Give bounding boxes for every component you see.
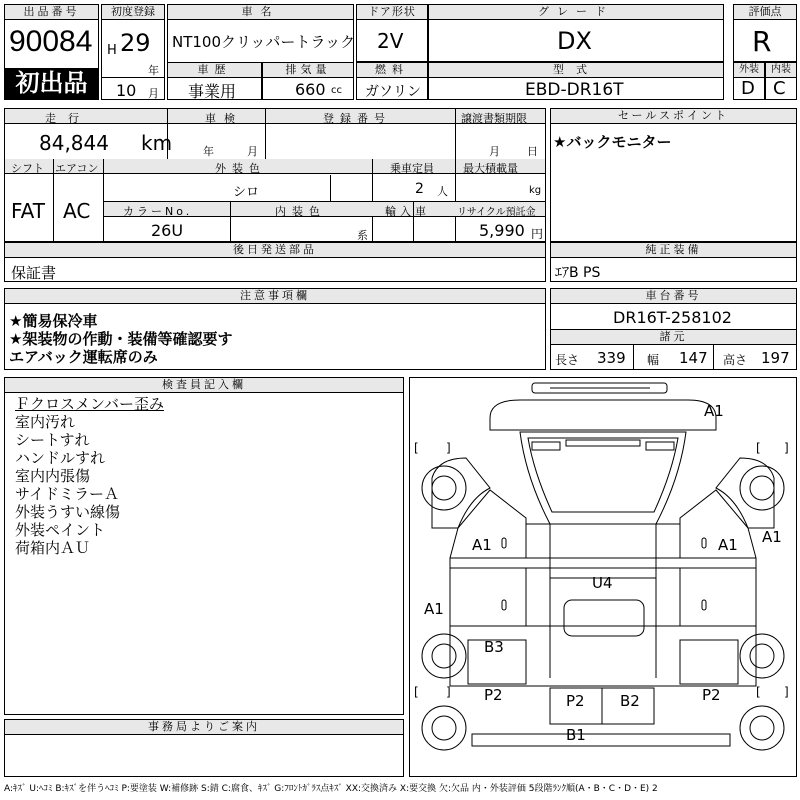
mark-gate-left: P2 [566,692,585,710]
month-unit: 月 [148,87,159,100]
genuine-equipment-title: 純正装備 [551,243,796,258]
sales-point-panel [550,108,797,242]
load-unit: kg [529,185,542,196]
first-reg-year: 29 [120,29,151,57]
shift-label: シフト [11,162,44,175]
sales-point-text: ★バックモニター [553,133,672,151]
interior-grade: C [773,78,786,99]
first-registration-label: 初度登録 [102,5,164,20]
interior-color-label: 内装色 [275,205,326,218]
first-reg-month: 10 [116,81,137,100]
inspection-year-unit: 年 [203,145,214,158]
model-label: 型式 [429,63,723,78]
later-parts-title: 後日発送部品 [5,243,545,258]
svg-text:[: [ [414,685,419,699]
mark-left-door: A1 [472,536,492,554]
sales-point-title: セールスポイント [551,109,796,124]
mark-right-rear: P2 [702,686,721,704]
color-no-label: カラーNo. [123,205,193,218]
regno-label: 登録番号 [323,112,391,125]
transfer-label: 譲渡書類期限 [461,112,527,125]
inspector-line: シートすれ [15,431,90,449]
transfer-day-unit: 日 [527,145,538,158]
displacement-label: 排気量 [263,63,353,78]
notes-line: ★簡易保冷車 [9,312,98,330]
inspector-line: 外装ペイント [15,521,106,539]
spec-table [4,108,546,242]
chassis-title: 車台番号 [551,289,796,304]
era: H [107,43,117,58]
color-no: 26U [151,221,184,240]
svg-text:[: [ [756,441,761,455]
notes-panel [4,288,546,370]
svg-text:]: ] [784,685,789,699]
inspector-line: 室内汚れ [15,413,76,431]
aircon: AC [63,199,91,223]
mark-left-side: A1 [424,600,444,618]
svg-text:]: ] [446,685,451,699]
svg-text:]: ] [446,441,451,455]
inspector-line: 荷箱内ＡＵ [15,539,91,557]
notes-title: 注意事項欄 [5,289,545,304]
door-type-label: ドア形状 [357,5,427,20]
mark-bed: U4 [592,574,613,592]
exterior-grade: D [741,78,755,99]
interior-grade-label: 内装 [766,63,796,78]
first-listing-badge: 初出品 [5,68,98,99]
width: 147 [679,349,708,367]
lot-number: 90084 [9,25,93,58]
office-panel [4,719,404,777]
mark-right-side: A1 [762,528,782,546]
shift: FAT [11,199,46,223]
svg-text:[: [ [414,441,419,455]
transfer-month-unit: 月 [489,145,500,158]
inspector-line: ハンドルすれ [15,449,106,467]
aircon-label: エアコン [55,162,99,175]
fuel-label: 燃料 [357,63,427,78]
history-cell [167,62,262,100]
grade: DX [557,27,592,55]
recycle-unit: 円 [531,227,544,241]
model-cell [428,62,724,100]
exterior-grade-cell [733,62,765,100]
fuel: ガソリン [365,84,421,100]
displacement-unit: cc [331,85,342,96]
history: 事業用 [188,82,237,101]
later-parts-text: 保証書 [11,264,57,282]
capacity: 2 [415,181,424,197]
year-unit: 年 [148,64,159,77]
lot-number-label: 出品番号 [5,5,98,20]
later-parts-panel [4,242,546,282]
score: R [752,25,772,58]
grade-cell [428,4,724,62]
color-label: 外装色 [215,162,266,175]
notes-line: エアバック運転席のみ [9,348,158,366]
lot-number-cell [4,4,99,100]
recycle-fee: 5,990 [479,221,525,240]
dimensions-title: 諸元 [551,330,796,345]
displacement-cell [262,62,354,100]
displacement: 660 [295,80,326,99]
inspector-line: Ｆクロスメンバー歪み [15,395,164,413]
mark-rear-bumper: B1 [566,726,586,744]
mark-roof: A1 [704,402,724,420]
model-code: EBD-DR16T [525,80,624,100]
first-registration-cell [101,4,165,100]
inspection-label: 車検 [205,112,243,125]
inspection-month-unit: 月 [247,145,258,158]
capacity-label: 乗車定員 [390,162,434,175]
history-label: 車歴 [168,63,261,78]
load-label: 最大積載量 [463,162,518,175]
recycle-label: リサイクル預託金 [457,207,536,218]
grade-label: グレード [429,5,723,20]
fuel-cell [356,62,428,100]
score-cell [733,4,797,62]
mark-right-door: A1 [718,536,738,554]
mark-left-rear-fender: B3 [484,638,504,656]
mileage-unit: km [141,131,173,155]
damage-diagram [409,377,797,777]
height-label: 高さ [723,353,748,367]
door-type: 2V [377,29,404,53]
legend: A:ｷｽﾞ U:ﾍｺﾐ B:ｷｽﾞを伴うﾍｺﾐ P:要塗装 W:補修跡 S:錆 C:腐食、ｷｽﾞ G:ﾌﾛﾝﾄｶﾞﾗｽ点ｷｽﾞ XX:交換済み X:要交換 欠:欠品 内・外装評価 5段階ﾗﾝｸ順(A・B・C・D・E) 2 [4,784,658,794]
genuine-equipment-panel [550,242,797,282]
exterior-grade-label: 外装 [734,63,764,78]
color: シロ [233,185,260,200]
interior-grade-cell [765,62,797,100]
inspector-line: 室内内張傷 [15,467,91,485]
score-label: 評価点 [734,5,796,20]
inspector-title: 検査員記入欄 [5,378,403,393]
length: 339 [597,349,626,367]
svg-text:[: [ [756,685,761,699]
office-title: 事務局よりご案内 [5,720,403,735]
import-label: 輸入車 [385,205,430,218]
notes-line: ★架装物の作動・装備等確認要す [9,330,233,348]
mileage: 84,844 [39,131,109,155]
chassis-number: DR16T-258102 [613,308,732,327]
inspector-panel [4,377,404,715]
car-name: NT100クリッパートラック [172,33,356,51]
svg-text:]: ] [784,441,789,455]
mark-left-rear: P2 [484,686,503,704]
inspector-line: サイドミラーＡ [15,485,119,503]
capacity-unit: 人 [437,185,448,198]
length-label: 長さ [555,353,580,367]
door-type-cell [356,4,428,62]
height: 197 [761,349,790,367]
width-label: 幅 [647,353,660,367]
chassis-panel [550,288,797,370]
mark-gate-right: B2 [620,692,640,710]
inspector-line: 外装うすい線傷 [15,503,121,521]
interior-color-unit: 系 [357,229,368,242]
car-name-label: 車名 [168,5,353,20]
mileage-label: 走行 [45,112,91,125]
genuine-equipment-text: ｴｱB PS [555,265,601,281]
